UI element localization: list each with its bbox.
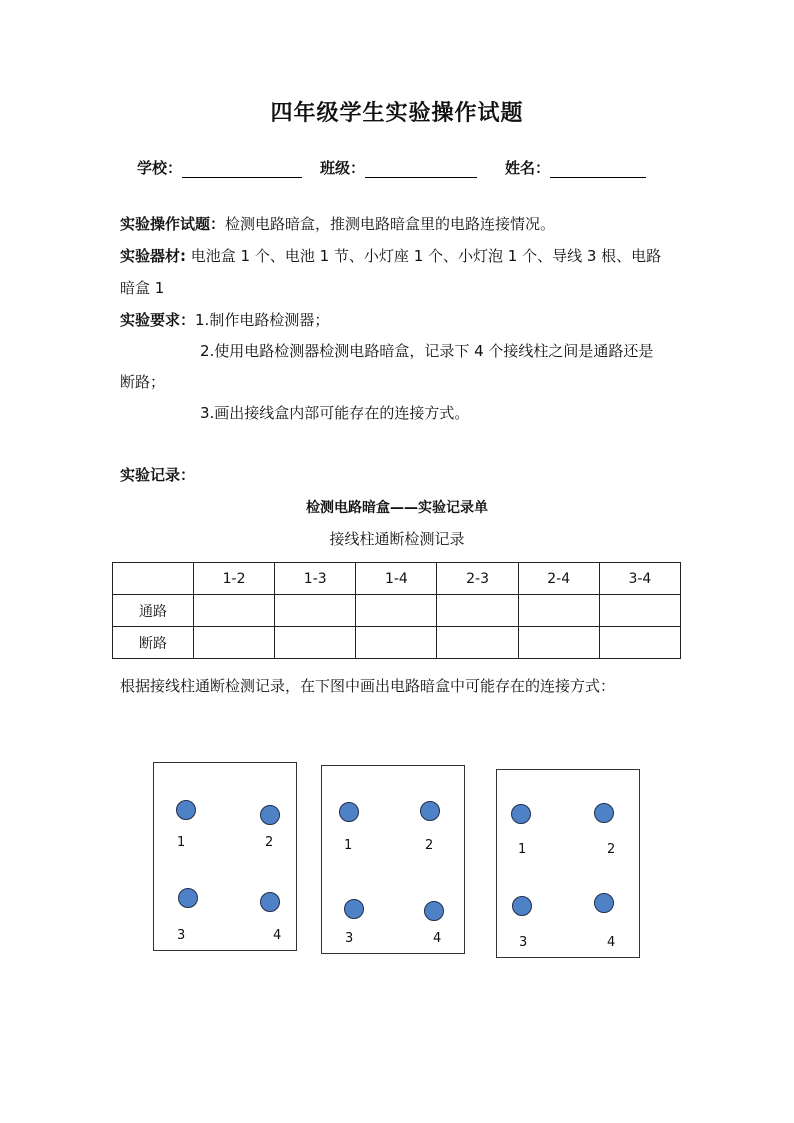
column-header: 2-3 [437, 563, 518, 595]
terminal-label: 3 [519, 935, 528, 950]
table-cell[interactable] [599, 627, 680, 659]
row-header: 通路 [113, 595, 194, 627]
school-blank[interactable] [182, 161, 302, 178]
sheet-title: 检测电路暗盒——实验记录单 [306, 500, 488, 516]
name-label: 姓名： [505, 159, 551, 177]
name-field [505, 157, 646, 178]
table-corner-cell [113, 563, 194, 595]
table-cell[interactable] [518, 595, 599, 627]
table-cell[interactable] [437, 627, 518, 659]
column-header: 1-2 [194, 563, 275, 595]
table-cell[interactable] [599, 595, 680, 627]
column-header: 3-4 [599, 563, 680, 595]
terminal-label: 2 [265, 835, 274, 850]
record-label: 实验记录： [120, 466, 196, 484]
table-header-row [113, 563, 681, 595]
materials-text-cont: 暗盒 1 [120, 279, 165, 297]
table-cell[interactable] [194, 627, 275, 659]
terminal-icon [260, 805, 280, 825]
terminal-icon [594, 893, 614, 913]
table-cell[interactable] [356, 595, 437, 627]
instruction-text: 根据接线柱通断检测记录，在下图中画出电路暗盒中可能存在的连接方式： [120, 677, 616, 695]
terminal-label: 4 [433, 931, 442, 946]
row-header: 断路 [113, 627, 194, 659]
class-label: 班级： [320, 159, 366, 177]
sheet-subtitle: 接线柱通断检测记录 [329, 530, 465, 548]
column-header: 1-3 [275, 563, 356, 595]
terminal-icon [420, 801, 440, 821]
terminal-label: 3 [177, 928, 186, 943]
table-cell[interactable] [437, 595, 518, 627]
requirements-label: 实验要求： [120, 311, 196, 329]
requirements-line [120, 310, 329, 330]
class-blank[interactable] [365, 161, 477, 178]
test-text: 检测电路暗盒，推测电路暗盒里的电路连接情况。 [225, 215, 556, 233]
table-row [113, 627, 681, 659]
class-field [320, 157, 477, 178]
materials-line [120, 246, 661, 266]
requirement-1: 1.制作电路检测器； [195, 311, 330, 329]
terminal-icon [344, 899, 364, 919]
test-label: 实验操作试题： [120, 215, 226, 233]
school-field [137, 157, 302, 178]
terminal-label: 3 [345, 931, 354, 946]
materials-label: 实验器材: [120, 247, 186, 265]
terminal-icon [594, 803, 614, 823]
terminal-icon [339, 802, 359, 822]
terminal-icon [178, 888, 198, 908]
terminal-label: 1 [177, 835, 186, 850]
test-line [120, 214, 555, 234]
table-cell[interactable] [275, 627, 356, 659]
table-cell[interactable] [356, 627, 437, 659]
circuit-box-1[interactable] [153, 762, 297, 951]
table-cell[interactable] [194, 595, 275, 627]
table-cell[interactable] [275, 595, 356, 627]
materials-text: 电池盒 1 个、电池 1 节、小灯座 1 个、小灯泡 1 个、导线 3 根、电路 [186, 247, 662, 265]
terminal-label: 1 [344, 838, 353, 853]
terminal-icon [511, 804, 531, 824]
terminal-label: 1 [518, 842, 527, 857]
terminal-icon [512, 896, 532, 916]
terminal-icon [176, 800, 196, 820]
circuit-box-3[interactable] [496, 769, 640, 958]
requirement-2-cont: 断路； [120, 373, 166, 391]
requirement-2: 2.使用电路检测器检测电路暗盒，记录下 4 个接线柱之间是通路还是 [200, 342, 654, 360]
terminal-icon [260, 892, 280, 912]
column-header: 2-4 [518, 563, 599, 595]
circuit-box-2[interactable] [321, 765, 465, 954]
requirement-3: 3.画出接线盒内部可能存在的连接方式。 [200, 404, 470, 422]
record-table [112, 562, 681, 659]
terminal-label: 2 [607, 842, 616, 857]
column-header: 1-4 [356, 563, 437, 595]
terminal-label: 4 [607, 935, 616, 950]
school-label: 学校： [137, 159, 183, 177]
name-blank[interactable] [550, 161, 646, 178]
table-row [113, 595, 681, 627]
terminal-label: 2 [425, 838, 434, 853]
table-cell[interactable] [518, 627, 599, 659]
page-title: 四年级学生实验操作试题 [270, 101, 524, 126]
terminal-icon [424, 901, 444, 921]
terminal-label: 4 [273, 928, 282, 943]
